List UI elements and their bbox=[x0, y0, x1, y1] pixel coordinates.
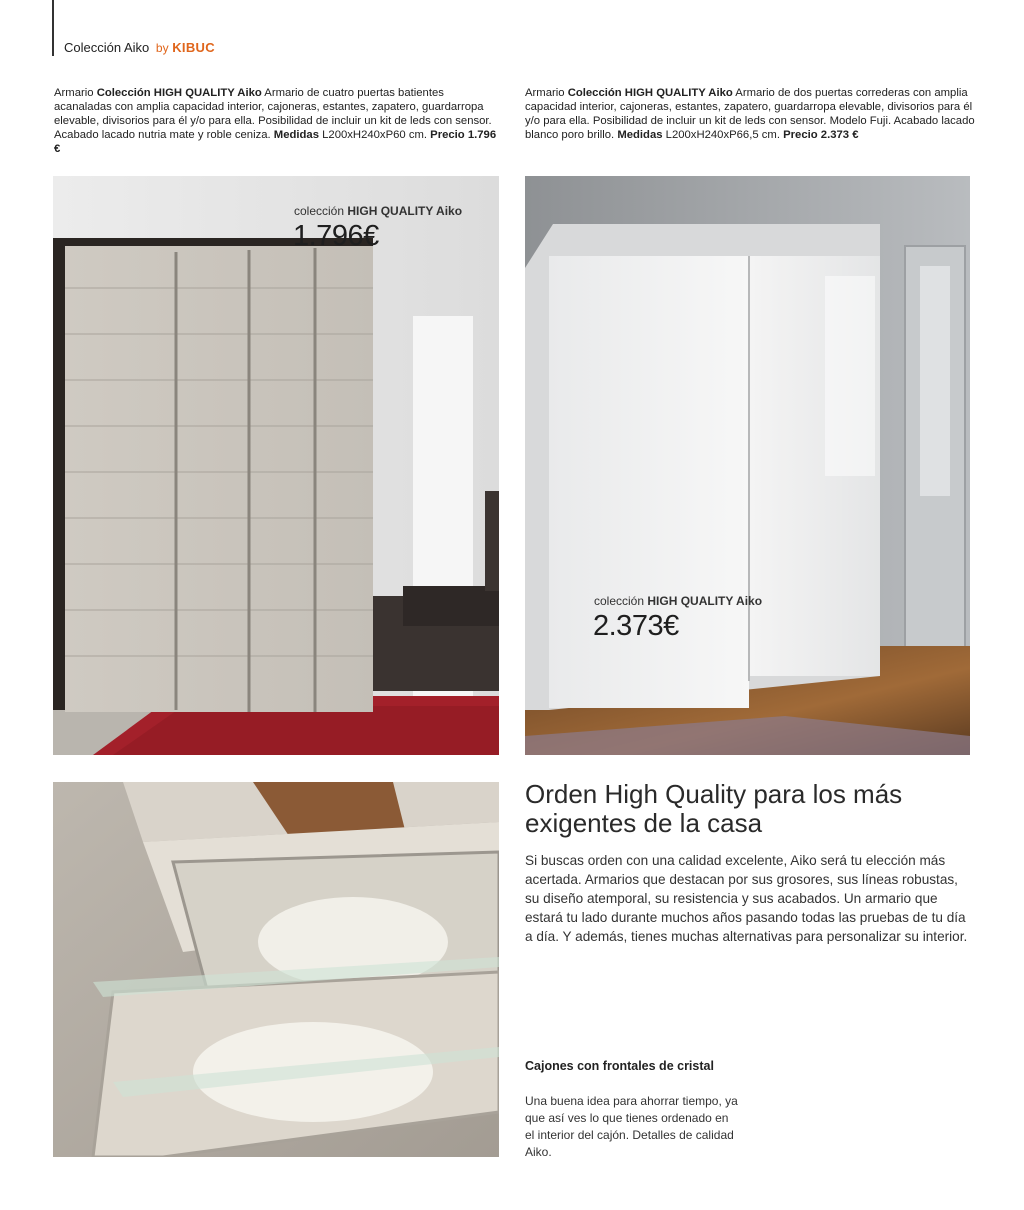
wardrobe-photo-1 bbox=[53, 176, 499, 755]
measures-value: L200xH240xP60 cm. bbox=[322, 129, 428, 141]
price-tag: 1.796€ bbox=[293, 220, 379, 252]
measures-value: L200xH240xP66,5 cm. bbox=[665, 129, 780, 141]
feature-body: Si buscas orden con una calidad excelente, Aiko será tu elección más acertada. Armarios que destacan por sus grosores, sus líneas robustas, su diseño atemporal, su resistencia y sus acabados. Un armario que estará tu lado durante muchos años pasando todas las pruebas de tu día a día. Y además, tienes muchas alternativas para personalizar su interior. bbox=[525, 853, 968, 944]
section-title: Colección Aiko bbox=[64, 40, 150, 55]
by-label: by bbox=[155, 41, 169, 55]
measures-label: Medidas bbox=[273, 129, 319, 141]
price-tag: 2.373€ bbox=[593, 610, 679, 642]
header-rule bbox=[52, 0, 54, 56]
wardrobe-photo-2 bbox=[525, 176, 970, 755]
description-text: Armario de dos puertas correderas con amplia capacidad interior, cajoneras, estantes, zapatero, guardarropa elevable, divisorios para él y/o para ella. Posibilidad de incluir un kit de leds con sensor. Modelo Fuji. Acabado lacado blanco poro brillo. bbox=[525, 87, 975, 141]
brand-logo: KIBUC bbox=[172, 40, 215, 55]
price-label: Precio 1.796 € bbox=[54, 129, 497, 155]
collection-tag: colección HIGH QUALITY Aiko bbox=[594, 594, 763, 608]
collection-tag: colección HIGH QUALITY Aiko bbox=[294, 204, 463, 218]
product-description-2: Armario Colección HIGH QUALITY Aiko Armario de dos puertas correderas con amplia capacidad interior, cajoneras, estantes, zapatero, guardarropa elevable, divisorios para él y/o para ella. Posibilidad de incluir un kit de leds con sensor. Modelo Fuji. Acabado lacado blanco poro brillo. Medidas L200xH240xP66,5 cm. Precio 2.373 € bbox=[525, 87, 975, 141]
price-label: Precio 2.373 € bbox=[783, 129, 859, 141]
collection-name: Colección HIGH QUALITY Aiko bbox=[96, 87, 262, 99]
collection-name: Colección HIGH QUALITY Aiko bbox=[567, 87, 733, 99]
feature-headline: Orden High Quality para los más exigentes de la casa bbox=[525, 779, 903, 838]
tip-title: Cajones con frontales de cristal bbox=[525, 1059, 714, 1073]
measures-label: Medidas bbox=[617, 129, 663, 141]
drawers-photo bbox=[53, 782, 499, 1157]
product-description-1: Armario Colección HIGH QUALITY Aiko Armario de cuatro puertas batientes acanaladas con amplia capacidad interior, cajoneras, estantes, zapatero, guardarropa elevable, divisorios para él y/o para ella. Posibilidad de incluir un kit de leds con sensor. Acabado lacado nutria mate y roble ceniza. Medidas L200xH240xP60 cm. Precio 1.796 € bbox=[54, 87, 497, 155]
section-header bbox=[64, 40, 215, 55]
tip-body: Una buena idea para ahorrar tiempo, ya que así ves lo que tienes ordenado en el interior del cajón. Detalles de calidad Aiko. bbox=[525, 1094, 738, 1159]
description-text: Armario de cuatro puertas batientes acanaladas con amplia capacidad interior, cajoneras, estantes, zapatero, guardarropa elevable, divisorios para él y/o para ella. Posibilidad de incluir un kit de leds con sensor. Acabado lacado nutria mate y roble ceniza. bbox=[54, 87, 492, 141]
